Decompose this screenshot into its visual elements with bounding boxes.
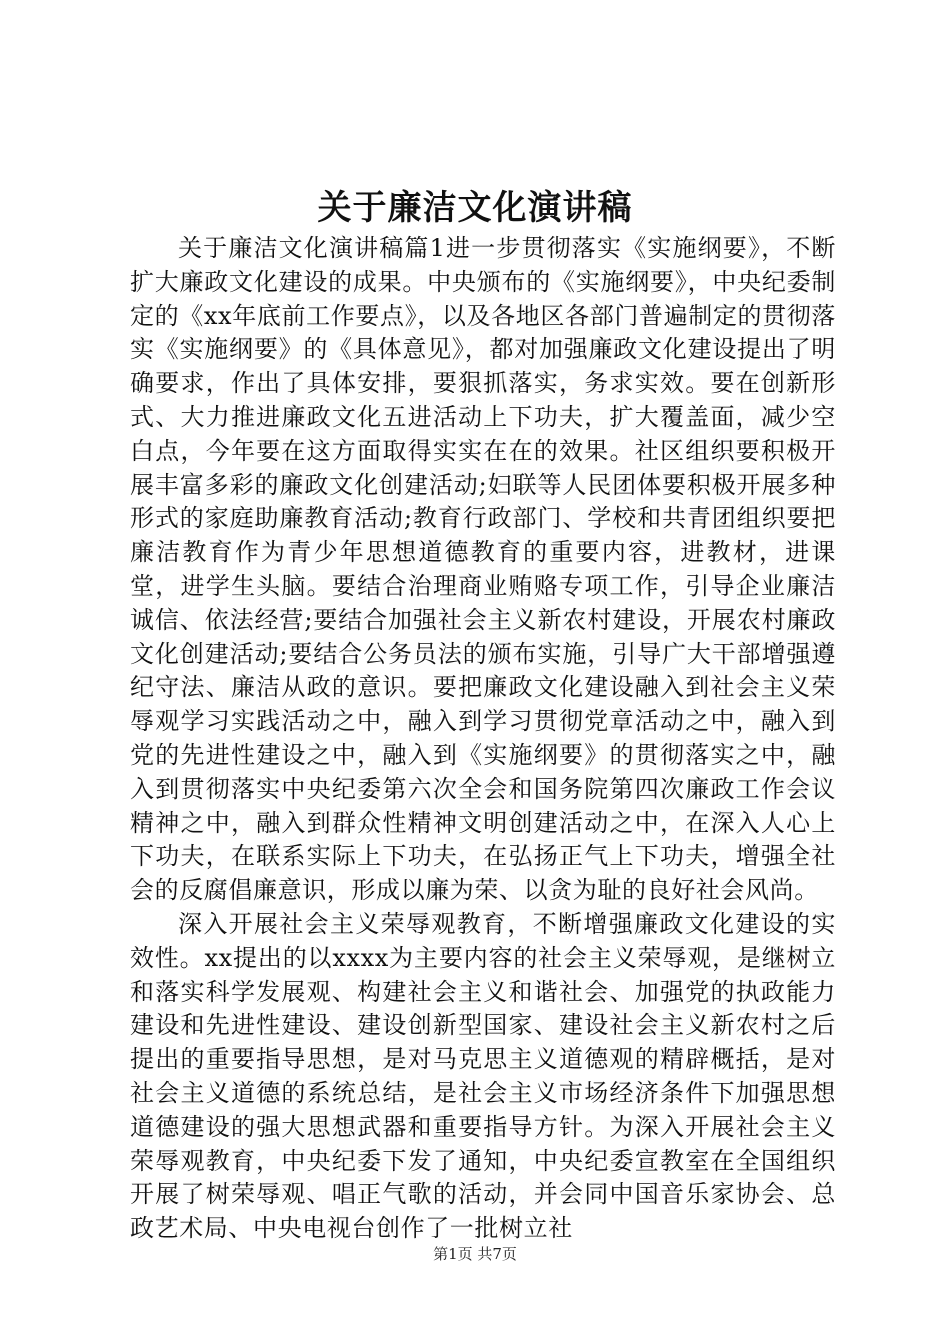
paragraph-1: 关于廉洁文化演讲稿篇1进一步贯彻落实《实施纲要》，不断扩大廉政文化建设的成果。中央颁布的《实施纲要》，中央纪委制定的《xx年底前工作要点》，以及各地区各部门普遍制定的贯彻落实《实施纲要》的《具体意见》，都对加强廉政文化建设提出了明确要求，作出了具体安排，要狠抓落实，务求实效。要在创新形式、大力推进廉政文化五进活动上下功夫，扩大覆盖面，减少空白点，今年要在这方面取得实实在在的效果。社区组织要积极开展丰富多彩的廉政文化创建活动;妇联等人民团体要积极开展多种形式的家庭助廉教育活动;教育行政部门、学校和共青团组织要把廉洁教育作为青少年思想道德教育的重要内容，进教材，进课堂，进学生头脑。要结合治理商业贿赂专项工作，引导企业廉洁诚信、依法经营;要结合加强社会主义新农村建设，开展农村廉政文化创建活动;要结合公务员法的颁布实施，引导广大干部增强遵纪守法、廉洁从政的意识。要把廉政文化建设融入到社会主义荣辱观学习实践活动之中，融入到学习贯彻党章活动之中，融入到党的先进性建设之中，融入到《实施纲要》的贯彻落实之中，融入到贯彻落实中央纪委第六次全会和国务院第四次廉政工作会议精神之中，融入到群众性精神文明创建活动之中，在深入人心上下功夫，在联系实际上下功夫，在弘扬正气上下功夫，增强全社会的反腐倡廉意识，形成以廉为荣、以贪为耻的良好社会风尚。 <box>130 234 836 905</box>
paragraph-2: 深入开展社会主义荣辱观教育，不断增强廉政文化建设的实效性。xx提出的以xxxx为主要内容的社会主义荣辱观，是继树立和落实科学发展观、构建社会主义和谐社会、加强党的执政能力建设和先进性建设、建设创新型国家、建设社会主义新农村之后提出的重要指导思想，是对马克思主义道德观的精辟概括，是对社会主义道德的系统总结，是社会主义市场经济条件下加强思想道德建设的强大思想武器和重要指导方针。为深入开展社会主义荣辱观教育，中央纪委下发了通知，中央纪委宣教室在全国组织开展了树荣辱观、唱正气歌的活动，并会同中国音乐家协会、总政艺术局、中央电视台创作了一批树立社 <box>130 909 836 1243</box>
page-number-footer: 第1页 共7页 <box>433 1245 517 1263</box>
document-body <box>130 232 836 1246</box>
document-title: 关于廉洁文化演讲稿 <box>317 188 633 228</box>
